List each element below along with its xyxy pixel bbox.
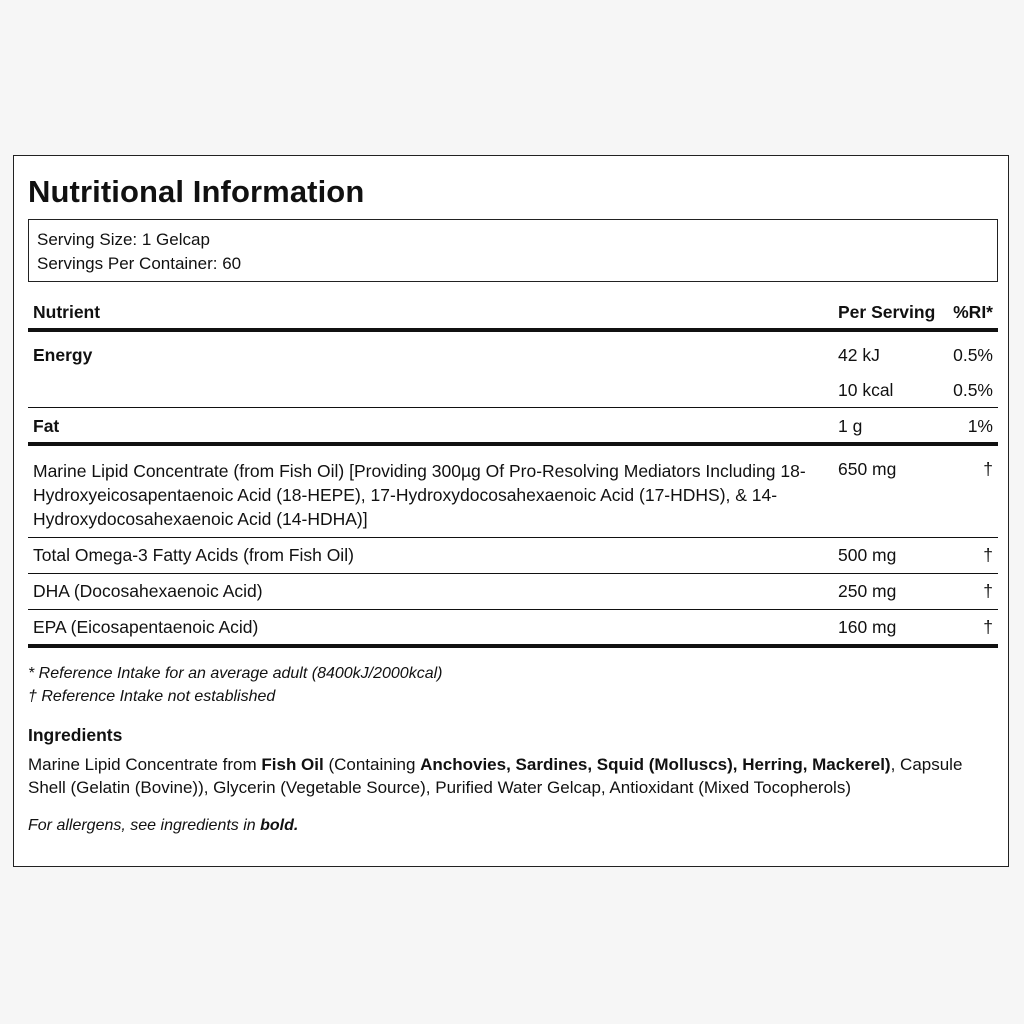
ingredients-part: , Capsule Shell (Gelatin (Bovine)), Glycerin (Vegetable Source), Purified Water Gelcap, Antioxidant (Mixed Tocopherols) (28, 755, 963, 797)
nutrient-amount: 650 mg (838, 459, 897, 479)
table-row (28, 538, 998, 574)
nutrient-name: DHA (Docosahexaenoic Acid) (33, 581, 263, 601)
servings-per-container: Servings Per Container: 60 (37, 254, 242, 273)
nutrient-amount: 250 mg (838, 581, 897, 601)
ingredients-text (28, 753, 993, 799)
footnote-reference-intake: * Reference Intake for an average adult (8400kJ/2000kcal) (28, 665, 443, 682)
nutrition-panel (13, 155, 1009, 867)
allergen-text: For allergens, see ingredients in (28, 817, 261, 834)
footnotes (28, 662, 442, 708)
serving-info-box (28, 219, 998, 282)
nutrient-name: Total Omega-3 Fatty Acids (from Fish Oil) (33, 545, 354, 565)
nutrient-amount: 160 mg (838, 617, 897, 637)
ingredients-part: (Containing (323, 755, 421, 774)
energy-kj-ri: 0.5% (953, 345, 993, 365)
energy-kcal: 10 kcal (838, 380, 894, 400)
nutrient-ri: † (983, 581, 993, 601)
ingredients-allergen: Anchovies, Sardines, Squid (Molluscs), Herring, Mackerel) (420, 755, 891, 774)
energy-kcal-ri: 0.5% (953, 380, 993, 400)
nutrient-amount: 1 g (838, 416, 863, 436)
ingredients-part: Marine Lipid Concentrate from (28, 755, 262, 774)
nutrient-ri: † (983, 545, 993, 565)
allergen-bold: bold. (260, 817, 299, 834)
nutrient-ri: 1% (967, 416, 993, 436)
nutrient-name: Marine Lipid Concentrate (from Fish Oil) [Providing 300µg Of Pro-Resolving Mediators Including 18-Hydroxyeicosapentaenoic Acid (18-HEPE), 17-Hydroxydocosahexaenoic Acid (17-HDHS), & 14-Hydroxydocosahexaenoic Acid (14-HDHA)] (33, 461, 806, 529)
table-row (28, 610, 998, 648)
ingredients-allergen: Fish Oil (261, 755, 324, 774)
nutrition-table (28, 294, 998, 648)
nutrient-name: Fat (33, 416, 60, 436)
footnote-not-established: † Reference Intake not established (28, 688, 276, 705)
nutrient-name: Energy (33, 345, 93, 365)
table-row-marine-lipid (28, 446, 998, 538)
nutrient-name: EPA (Eicosapentaenoic Acid) (33, 617, 259, 637)
table-row-fat (28, 408, 998, 446)
nutrient-ri: † (983, 459, 993, 479)
nutrient-ri: † (983, 617, 993, 637)
header-per-serving: Per Serving (838, 302, 936, 322)
serving-size: Serving Size: 1 Gelcap (37, 230, 210, 249)
page-title: Nutritional Information (28, 174, 365, 209)
table-row (28, 574, 998, 610)
table-header (28, 294, 998, 332)
table-row-energy (28, 332, 998, 408)
nutrient-amount: 500 mg (838, 545, 897, 565)
header-ri: %RI* (953, 302, 993, 322)
ingredients-heading: Ingredients (28, 725, 123, 745)
energy-kj: 42 kJ (838, 345, 880, 365)
allergen-note (28, 817, 298, 835)
header-nutrient: Nutrient (33, 302, 101, 322)
